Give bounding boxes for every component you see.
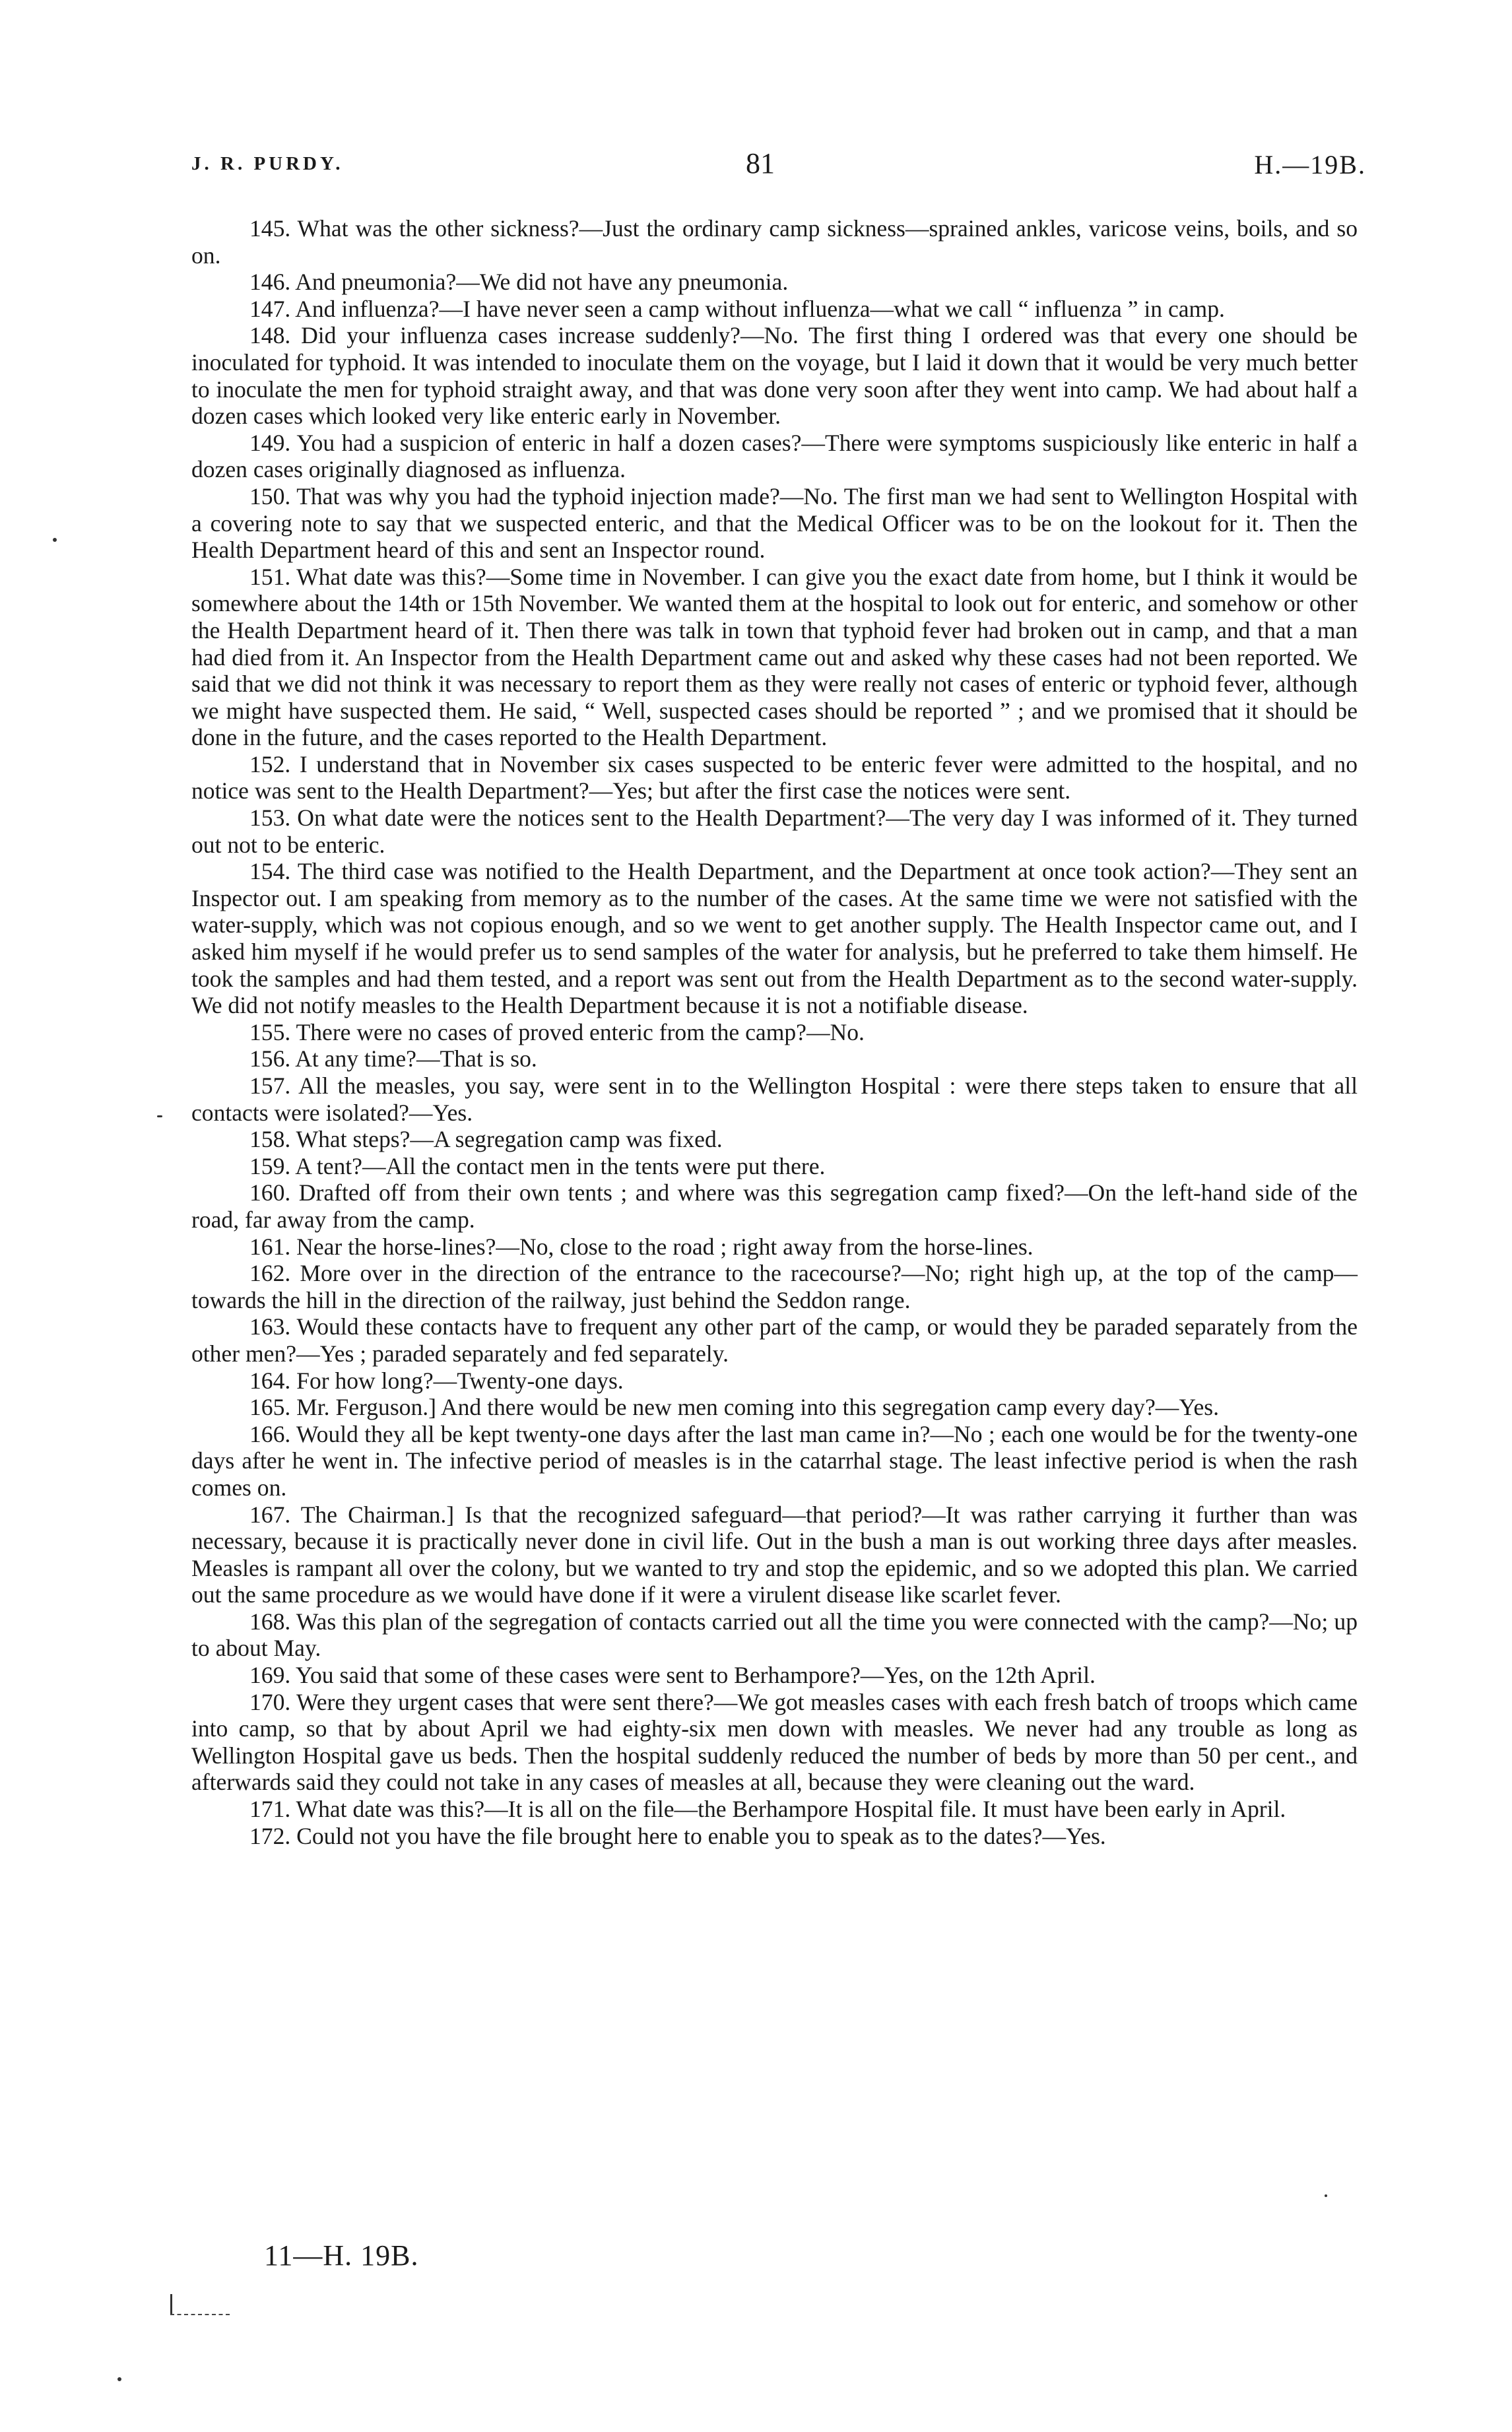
question-161: 161. Near the horse-lines?—No, close to the road ; right away from the horse-lines. xyxy=(249,1233,1034,1260)
signature-mark: 11—H. 19B. xyxy=(264,2239,419,2272)
question-163: 163. Would these contacts have to frequent any other part of the camp, or would they be paraded separately from the other men?—Yes ; paraded separately and fed separately. xyxy=(191,1313,1358,1367)
question-170: 170. Were they urgent cases that were sent there?—We got measles cases with each fresh batch of troops which came into camp, so that by about April we had eighty-six men down with measles. We never had any trouble as long as Wellington Hospital gave us beds. Then the hospital suddenly reduced the number of beds by more than 50 per cent., and afterwards said they could not take in any cases of measles at all, because they were cleaning out the ward. xyxy=(191,1688,1358,1796)
scan-speck xyxy=(157,1115,162,1117)
question-171: 171. What date was this?—It is all on the file—the Berhampore Hospital file. It must have been early in April. xyxy=(249,1796,1286,1823)
question-156: 156. At any time?—That is so. xyxy=(249,1045,537,1072)
page-number: 81 xyxy=(746,147,775,180)
scan-speck xyxy=(53,538,57,542)
question-162: 162. More over in the direction of the entrance to the racecourse?—No; right high up, at the top of the camp—towards the hill in the direction of the railway, just behind the Seddon range. xyxy=(191,1260,1358,1313)
question-165: 165. Mr. Ferguson.] And there would be new men coming into this segregation camp every day?—Yes. xyxy=(249,1394,1220,1421)
question-148: 148. Did your influenza cases increase suddenly?—No. The first thing I ordered was that every one should be inoculated for typhoid. It was intended to inoculate them on the voyage, but I laid it down that it would be very much better to inoculate the men for typhoid straight away, and that was done very soon after they went into camp. We had about half a dozen cases which looked very like enteric early in November. xyxy=(191,322,1358,430)
question-154: 154. The third case was notified to the Health Department, and the Department at once took action?—They sent an Inspector out. I am speaking from memory as to the number of the cases. At the same time we were not satisfied with the water-supply, which was not copious enough, and so we went to get another supply. The Health Inspector came out, and I asked him myself if he would prefer us to send samples of the water for analysis, but he preferred to take them himself. He took the samples and had them tested, and a report was sent out from the Health Department as to the second water-supply. We did not notify measles to the Health Department because it is not a notifiable disease. xyxy=(191,858,1358,1019)
question-147: 147. And influenza?—I have never seen a camp without influenza—what we call “ influenza ” in camp. xyxy=(249,295,1225,322)
question-166: 166. Would they all be kept twenty-one days after the last man came in?—No ; each one would be for the twenty-one days after he went in. The infective period of measles is in the catarrhal stage. The least infective period is when the rash comes on. xyxy=(191,1420,1358,1501)
document-code: H.—19B. xyxy=(1254,150,1366,180)
question-155: 155. There were no cases of proved enteric from the camp?—No. xyxy=(249,1018,865,1045)
evidence-body xyxy=(191,215,1358,1849)
question-146: 146. And pneumonia?—We did not have any pneumonia. xyxy=(249,269,789,296)
question-160: 160. Drafted off from their own tents ; and where was this segregation camp fixed?—On the left-hand side of the road, far away from the camp. xyxy=(191,1179,1358,1233)
corner-rule-vertical xyxy=(170,2294,172,2314)
question-169: 169. You said that some of these cases were sent to Berhampore?—Yes, on the 12th April. xyxy=(249,1662,1096,1689)
question-164: 164. For how long?—Twenty-one days. xyxy=(249,1367,624,1394)
scan-speck xyxy=(1325,2194,1327,2197)
question-151: 151. What date was this?—Some time in November. I can give you the exact date from home, but I think it would be somewhere about the 14th or 15th November. We wanted them at the hospital to look out for enteric, and somehow or other the Health Department heard of it. Then there was talk in town that typhoid fever had broken out in camp, and that a man had died from it. An Inspector from the Health Department came out and asked why these cases had not been reported. We said that we did not think it was necessary to report them as they were really not cases of enteric or typhoid fever, although we might have suspected them. He said, “ Well, suspected cases should be reported ” ; and we promised that it should be done in the future, and the cases reported to the Health Department. xyxy=(191,563,1358,751)
scan-speck xyxy=(117,2377,121,2381)
question-153: 153. On what date were the notices sent to the Health Department?—The very day I was informed of it. They turned out not to be enteric. xyxy=(191,805,1358,858)
question-145: 145. What was the other sickness?—Just the ordinary camp sickness—sprained ankles, varicose veins, boils, and so on. xyxy=(191,215,1358,269)
question-152: 152. I understand that in November six cases suspected to be enteric fever were admitted to the hospital, and no notice was sent to the Health Department?—Yes; but after the first case the notices were sent. xyxy=(191,750,1358,805)
question-167: 167. The Chairman.] Is that the recognized safeguard—that period?—It was rather carrying it further than was necessary, because it is practically never done in civil life. Out in the bush a man is out working three days after measles. Measles is rampant all over the colony, but we wanted to try and stop the epidemic, and so we adopted this plan. We carried out the same procedure as we would have done if it were a virulent disease like scarlet fever. xyxy=(191,1501,1358,1608)
question-168: 168. Was this plan of the segregation of contacts carried out all the time you were connected with the camp?—No; up to about May. xyxy=(191,1608,1358,1662)
witness-name: J. R. PURDY. xyxy=(191,153,344,174)
question-158: 158. What steps?—A segregation camp was fixed. xyxy=(249,1126,723,1153)
question-149: 149. You had a suspicion of enteric in half a dozen cases?—There were symptoms suspiciously like enteric in half a dozen cases originally diagnosed as influenza. xyxy=(191,429,1358,483)
question-150: 150. That was why you had the typhoid injection made?—No. The first man we had sent to Wellington Hospital with a covering note to say that we suspected enteric, and that the Medical Officer was to be on the lookout for it. Then the Health Department heard of this and sent an Inspector round. xyxy=(191,482,1358,564)
question-159: 159. A tent?—All the contact men in the tents were put there. xyxy=(249,1152,826,1179)
page-header xyxy=(191,147,1366,193)
question-157: 157. All the measles, you say, were sent in to the Wellington Hospital : were there steps taken to ensure that all contacts were isolated?—Yes. xyxy=(191,1072,1358,1126)
question-172: 172. Could not you have the file brought here to enable you to speak as to the dates?—Yes. xyxy=(249,1822,1106,1849)
corner-rule-horizontal xyxy=(170,2314,230,2317)
